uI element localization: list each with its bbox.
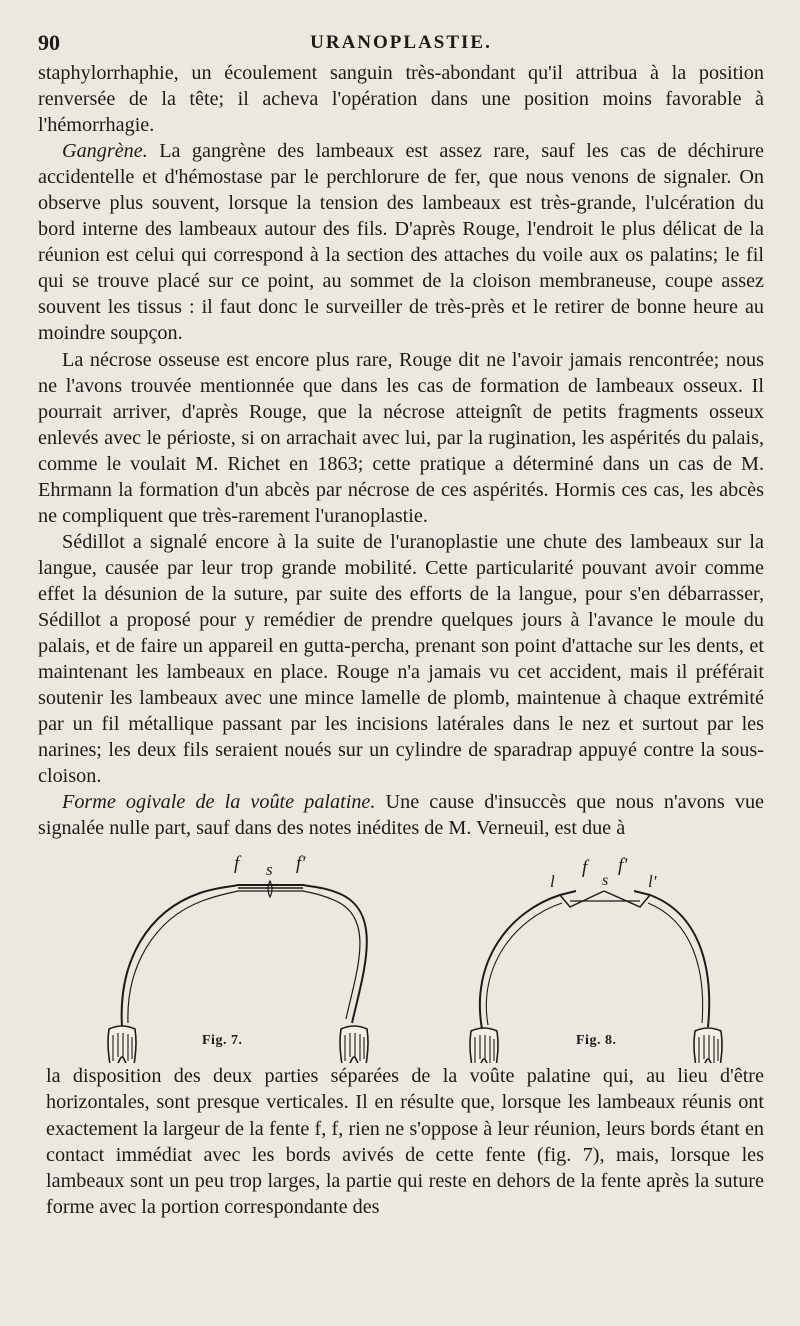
- fig8-diagram: [470, 855, 722, 1063]
- fig7-suture-knot: [268, 881, 272, 897]
- text-body: [38, 60, 764, 1220]
- fig7-vault-inner: [128, 891, 360, 1023]
- fig8-tooth-right: [694, 1028, 722, 1063]
- fig8-vault-inner-right: [648, 903, 703, 1023]
- fig8-vault-right: [634, 891, 709, 1027]
- paragraph-gangrene: [38, 138, 764, 346]
- fig7-vault-outer: [122, 885, 367, 1027]
- section-label-gangrene: Gangrène.: [62, 140, 148, 163]
- fig8-label-l: l: [550, 872, 555, 892]
- fig7-label-f: f: [234, 853, 240, 875]
- fig7-diagram: [108, 853, 368, 1063]
- fig8-label-f-prime: f': [618, 855, 628, 877]
- fig8-caption: Fig. 8.: [576, 1033, 617, 1049]
- paragraph-staphylorrhaphie: staphylorrhaphie, un écoulement sanguin très-abondant qu'il attribua à la position renversée de la tête; il acheva l'opération dans une position moins favorable à l'hémorrhagie.: [38, 62, 764, 137]
- fig8-tooth-left: [470, 1028, 498, 1063]
- paragraph-sedillot: Sédillot a signalé encore à la suite de l'uranoplastie une chute des lambeaux sur la langue, causée par leur trop grande mobilité. Cette particularité pouvant avoir comme effet la désunion de la suture, par suite des efforts de la langue, pour s'en débarrasser, Sédillot a proposé pour y remédier de prendre quelques jours à l'avance le moule du palais, et de faire un appareil en gutta-percha, prenant son point d'attache sur les dents, et maintenant les lambeaux en place. Rouge n'a jamais vu cet accident, mais il préférait soutenir les lambeaux avec une mince lamelle de plomb, maintenue à chaque extrémité par un fil métallique passant par les incisions latérales dans le nez et surtout par les narines; les deux fils seraient noués sur un cylindre de sparadrap appuyé contre la sous-cloison.: [38, 530, 764, 788]
- fig8-vault-inner-left: [486, 903, 562, 1025]
- fig8-label-l-prime: l': [648, 872, 657, 892]
- fig8-label-f: f: [582, 857, 588, 879]
- paragraph-forme-ogivale: [38, 789, 764, 841]
- page-number: 90: [38, 30, 60, 55]
- paragraph-forme-ogivale-text: Une cause d'insuccès que nous n'avons vue signalée nulle part, sauf dans des notes inédites de M. Verneuil, est due à: [38, 791, 764, 840]
- fig7-tooth-left: [108, 1026, 136, 1063]
- palate-diagrams: [38, 841, 764, 1063]
- figures-row: [38, 841, 764, 1063]
- fig8-vault-left: [480, 891, 576, 1029]
- running-title: URANOPLASTIE.: [310, 32, 492, 53]
- section-label-forme-ogivale: Forme ogivale de la voûte palatine.: [62, 791, 376, 814]
- fig8-label-s: s: [602, 872, 609, 890]
- fig7-tooth-right: [340, 1026, 368, 1063]
- page-header: [38, 30, 764, 62]
- fig7-label-f-prime: f': [296, 853, 306, 875]
- paragraph-necrose: La nécrose osseuse est encore plus rare, Rouge dit ne l'avoir jamais rencontrée; nous ne l'avons trouvée mentionnée que dans les cas de formation de lambeaux osseux. Il pourrait arriver, d'après Rouge, que la nécrose atteignît de petits fragments osseux enlevés avec le périoste, si on arrachait avec lui, par la rugination, les aspérités du palais, comme le voulait M. Richet en 1863; cette pratique a déterminé dans un cas de M. Ehrmann la formation d'un abcès par nécrose de ces aspérités. Hormis ces cas, les abcès ne compliquent que très-rarement l'uranoplastie.: [38, 348, 764, 527]
- fig7-caption: Fig. 7.: [202, 1033, 243, 1049]
- paragraph-gangrene-text: La gangrène des lambeaux est assez rare, sauf les cas de déchirure accidentelle et d'hémostase par le perchlorure de fer, que nous venons de signaler. On observe plus souvent, lorsque la tension des lambeaux est très-grande, l'ulcération du bord interne des lambeaux autour des fils. D'après Rouge, l'endroit le plus délicat de la réunion est celui qui correspond à la section des attaches du voile aux os palatins; le fil qui se trouve placé sur ce point, au sommet de la cloison membraneuse, coupe assez souvent les tissus : il faut donc le surveiller de très-près et le retirer de bonne heure au moindre soupçon.: [38, 140, 764, 345]
- paragraph-disposition: la disposition des deux parties séparées de la voûte palatine qui, au lieu d'être horizontales, sont presque verticales. Il en résulte que, lorsque les lambeaux réunis ont exactement la largeur de la fente f, f, rien ne s'oppose à leur réunion, leurs bords étant en contact immédiat avec les bords avivés de cette fente (fig. 7), mais, lorsque les lambeaux sont un peu trop larges, la partie qui reste en dehors de la fente après la suture forme avec la portion correspondante des: [46, 1065, 764, 1218]
- fig7-label-s: s: [266, 860, 273, 880]
